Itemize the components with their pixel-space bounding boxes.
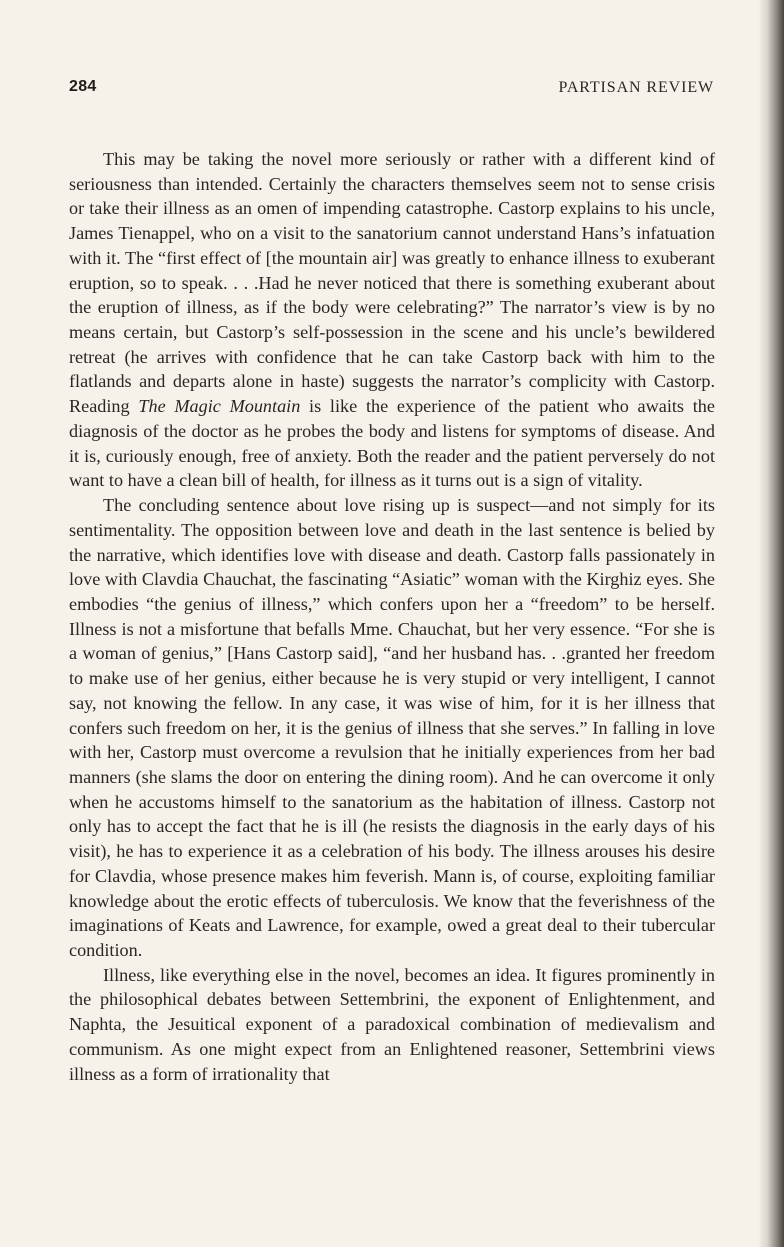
page-number: 284: [69, 78, 97, 95]
paragraph-2: The concluding sentence about love rising up is suspect—and not simply for its sentimentality. The opposition between love and death in the last sentence is belied by the narrative, which identifies love with disease and death. Castorp falls passionately in love with Clavdia Chauchat, the fascinating “Asiatic” woman with the Kirghiz eyes. She embodies “the genius of illness,” which confers upon her a “freedom” to be herself. Illness is not a misfortune that befalls Mme. Chauchat, but her very essence. “For she is a woman of genius,” [Hans Castorp said], “and her husband has. . .granted her freedom to make use of her genius, either because he is very stupid or very intelligent, I cannot say, not knowing the fellow. In any case, it was wise of him, for it is her illness that confers such freedom on her, it is the genius of illness that she serves.” In falling in love with her, Castorp must overcome a revulsion that he initially experiences from her bad manners (she slams the door on entering the dining room). And he can overcome it only when he accustoms himself to the sanatorium as the habitation of illness. Castorp not only has to accept the fact that he is ill (he resists the diagnosis in the early days of his visit), he has to experience it as a celebration of his body. The illness arouses his desire for Clavdia, whose presence makes him feverish. Mann is, of course, exploiting familiar knowledge about the erotic effects of tuberculosis. We know that the feverishness of the imaginations of Keats and Lawrence, for example, owed a great deal to their tubercular condition.: [69, 495, 715, 960]
body-text: [69, 147, 715, 1086]
page-header: [69, 78, 714, 102]
paragraph-3: Illness, like everything else in the novel, becomes an idea. It figures prominently in the philosophical debates between Settembrini, the exponent of Enlightenment, and Naphta, the Jesuitical exponent of a paradoxical combination of medievalism and communism. As one might expect from an Enlightened reasoner, Settembrini views illness as a form of irrationality that: [69, 964, 715, 1084]
paragraph-1: [69, 147, 715, 493]
paragraph-1-text-before: This may be taking the novel more seriously or rather with a different kind of seriousness than intended. Certainly the characters themselves seem not to sense crisis or take their illness as an omen of impending catastrophe. Castorp explains to his uncle, James Tienappel, who on a visit to the sanatorium cannot understand Hans’s infatuation with it. The “first effect of [the mountain air] was greatly to enhance illness to exuberant eruption, so to speak. . . .Had he never noticed that there is something exuberant about the eruption of illness, as if the body were celebrating?” The narrator’s view is by no means certain, but Castorp’s self-possession in the scene and his uncle’s bewildered retreat (he arrives with confidence that he can take Castorp back with him to the flatlands and departs alone in haste) suggests the narrator’s complicity with Castorp. Reading: [69, 149, 715, 417]
running-head: PARTISAN REVIEW: [558, 79, 714, 96]
page-edge-shadow: [758, 0, 784, 1247]
paragraph-1-text-after: is like the experience of the patient who awaits the diagnosis of the doctor as he probes the body and listens for symptoms of disease. And it is, curiously enough, free of anxiety. Both the reader and the patient perversely do not want to have a clean bill of health, for illness as it turns out is a sign of vitality.: [69, 396, 715, 491]
book-title: The Magic Mountain: [138, 396, 301, 417]
